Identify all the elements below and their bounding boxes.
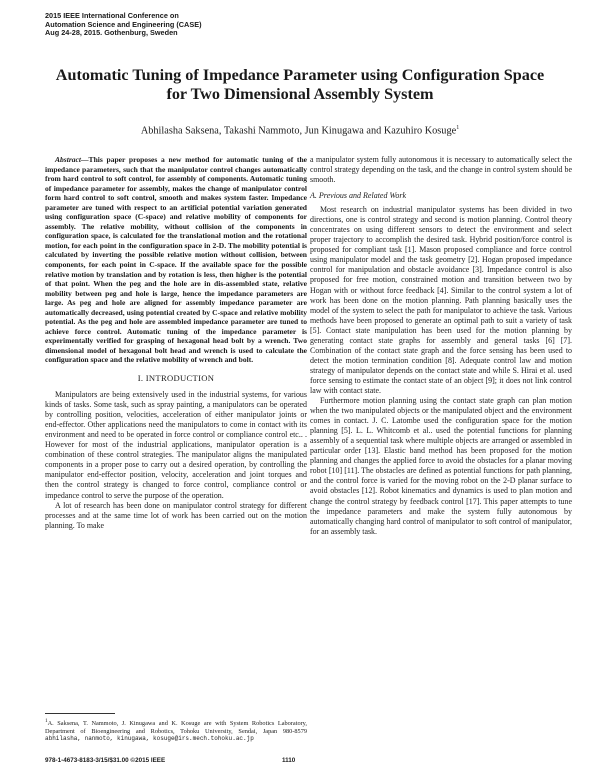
- footnote-emails: abhilasha, nanmoto, kinugawa, kosuge@irs.mech.tohoku.ac.jp: [45, 735, 254, 743]
- page-number: 1110: [282, 757, 296, 764]
- related-work-heading: A. Previous and Related Work: [310, 191, 407, 201]
- author-list: [40, 122, 560, 137]
- conference-line-1: 2015 IEEE International Conference on: [45, 11, 179, 20]
- author-affiliation-footnote: [45, 718, 307, 743]
- title-line-2: for Two Dimensional Assembly System: [166, 85, 434, 103]
- intro-paragraph-2: A lot of research has been done on manipulator control strategy for different processes and at the same time lot of work has been carried out on the motion planning. To make: [45, 500, 307, 530]
- paper-title: [40, 66, 560, 104]
- author-footnote-marker: 1: [456, 125, 460, 131]
- footer-isbn: 978-1-4673-8183-3/15/$31.00 ©2015 IEEE: [45, 757, 166, 764]
- introduction-heading: I. INTRODUCTION: [137, 373, 215, 384]
- footnote-marker: 1: [45, 718, 48, 724]
- footnote-text: A. Saksena, T. Nammoto, J. Kinugawa and K. Kosuge are with System Robotics Laboratory, Department of Bioengineering and Robotics, Tohoku University, Sendai, Japan 980-8579: [45, 720, 307, 735]
- abstract-text: —This paper proposes a new method for automatic tuning of the impedance parameters, such that the manipulator control changes automatically from hard control to soft control, for assembly of components. Automatic tuning of impedance parameter for assembly, makes the change of manipulator control form hard control to soft control, smooth and makes system faster. Impedance parameter are tuned with respect to an artificial potential variation generated using configuration space (C-space) and relative mobility of components for assembly. The relative mobility, without collision of the components in configuration space, is calculated for the translational motion and the rotational motion, for each point in the configuration space in 2-D. The mobility potential is calculated by inverting the possible relative motion without collision, between components, for each point in C-space. If the available space for the possible relative motion by translation and by rotation is less, then higher is the potential of that point. When the peg and the hole are in dis-assembled state, relative mobility between peg and hole is large, hence the impedance parameters are large. As peg and hole are aligned for assembly impedance parameter are automatically decreased, using potential created by C-space and relative mobility potential. As the peg and hole are assembled impedance parameter are tuned to achieve force control. Automatic tuning of the impedance parameter is experimentally verified for grasping of hexagonal head bolt by a wrench. Two dimensional model of hexagonal bolt head and wrench is used to calculate the configuration space and the relative mobility of wrench and bolt.: [45, 155, 307, 365]
- intro-paragraph-2-continued: a manipulator system fully autonomous it is necessary to automatically select the control strategy depending on the task, and the change in control system should be smooth.: [310, 155, 572, 185]
- conference-header: [45, 12, 345, 38]
- footnote-rule: [45, 713, 115, 714]
- title-line-1: Automatic Tuning of Impedance Parameter using Configuration Space: [55, 66, 545, 84]
- related-paragraph-2: Furthermore motion planning using the contact state graph can plan motion when the two manipulated objects or the manipulated object and the environment comes in contact. J. C. Latombe used the configuration space for the motion planning [5]. L. L. Whitcomb et al.. used the potential functions for planning assembly of a sequential task where multiple objects are arranged or assembled in particular order [13]. Elastic band method has been proposed for the motion planning and changes the applied force to avoid the obstacles for a planar moving robot [10] [11]. The obstacles are defined as potential functions for path planning, and the control force is varied for the moving robot on the 2-D planar surface to avoid obstacles [12]. Robot kinematics and dynamics is used to plan motion and change the control strategy by feedback control [17]. This paper attempts to tune the impedance parameters and make the system fully autonomous by automatically changing hard control of manipulator to soft control of manipulator, for an assembly task.: [310, 396, 572, 536]
- conference-line-2: Automation Science and Engineering (CASE): [45, 19, 202, 29]
- abstract-label: Abstract: [55, 155, 81, 164]
- right-column: [310, 155, 572, 537]
- related-paragraph-1: Most research on industrial manipulator systems has been divided in two directions, one is control strategy and second is motion planning. Control theory concentrates on using different sensors to detect the environment and select proper trajectory to accomplish the desired task. Hybrid position/force control is proposed for compliant task [1]. Mason proposed compliance and force control using manipulator model and the task geometry [2]. Hogan proposed impedance control for manipulation and obstacle avoidance [3]. Impedance control is also proposed for free motion, constrained motion and transition between two by Hogan with or without force feedback [4]. Similar to the control system a lot of work has been done on the motion planning. Path planning basically uses the model of the system to select the path for manipulator to achieve the task. Various methods have been proposed to generate an optimal path to suit a variety of task [5]. Contact state manipulation has been used for the motion planning by generating contact state graphs for assembly and general tasks [6] [7]. Combination of the contact state graph and the force sensing has been used to detect the motion termination condition [8]. Adequate control law and motion strategy of manipulator depends on the contact state and while S. Hirai et al. used force sensing to estimate the contact state of an object [9]; it does not link control law with contact state.: [310, 205, 572, 395]
- intro-paragraph-1: Manipulators are being extensively used in the industrial systems, for various kinds of tasks. Some task, such as spray painting, a manipulators can be operated by controlling position, velocities, acceleration of either manipulator joints or end-effector. Other applications need the manipulators to come in contact with its environment and need to be operated in force control or compliance control etc.. . However for most of the industrial applications, manipulator operation is a combination of these control strategies. The manipulator aligns the manipulated components in a proper pose to carry out a desired operation, by controlling the manipulator end-effector position, velocity, acceleration and joint torques and then the control strategy is changed to force control, compliance control or impedance control to serve the purpose of the operation.: [45, 390, 307, 500]
- authors-text: Abhilasha Saksena, Takashi Nammoto, Jun Kinugawa and Kazuhiro Kosuge: [140, 125, 457, 137]
- abstract: [45, 155, 307, 365]
- left-column: [45, 155, 307, 531]
- conference-line-3: Aug 24-28, 2015. Gothenburg, Sweden: [45, 28, 178, 38]
